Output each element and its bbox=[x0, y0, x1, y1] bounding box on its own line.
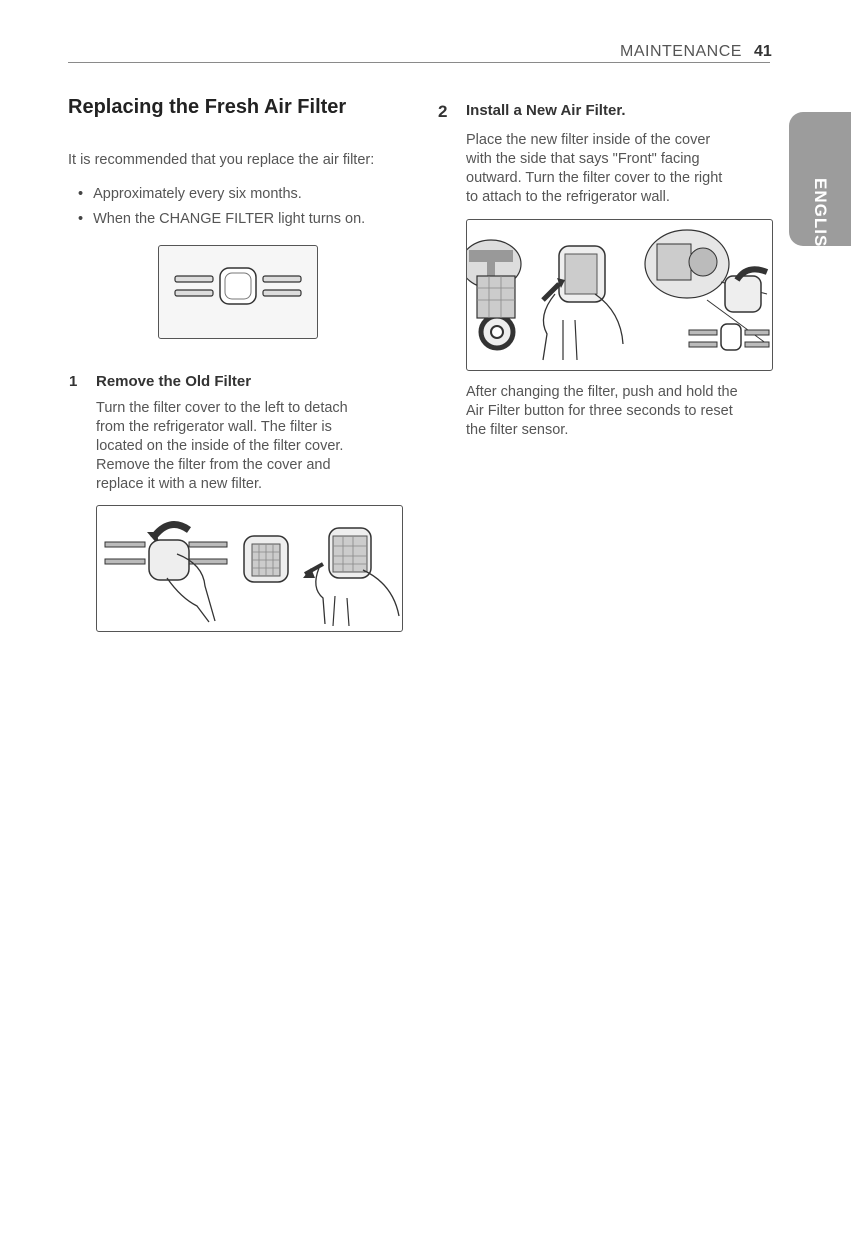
language-tab bbox=[789, 112, 851, 261]
install-filter-illustration bbox=[466, 219, 773, 371]
list-item: • When the CHANGE FILTER light turns on. bbox=[78, 211, 365, 236]
rotate-left-arrow-icon bbox=[153, 525, 189, 538]
remove-filter-illustration bbox=[96, 505, 403, 632]
indicator-bar-icon bbox=[263, 276, 301, 282]
indicator-bar-icon bbox=[175, 290, 213, 296]
control-panel-illustration bbox=[158, 245, 318, 339]
indicator-bar-icon bbox=[175, 276, 213, 282]
indicator-bar-icon bbox=[189, 559, 227, 564]
indicator-bar-icon bbox=[689, 330, 717, 335]
install-filter-drawing bbox=[467, 220, 772, 370]
remove-filter-drawing bbox=[97, 506, 402, 631]
page-title: Replacing the Fresh Air Filter bbox=[68, 96, 347, 118]
indicator-bar-icon bbox=[745, 330, 769, 335]
indicator-bar-icon bbox=[189, 542, 227, 547]
header-section: MAINTENANCE bbox=[620, 43, 742, 60]
after-change-text: After changing the filter, push and hold the Air Filter button for three seconds to reset the filter sensor. bbox=[466, 384, 738, 438]
step-1-title: Remove the Old Filter bbox=[96, 373, 252, 390]
indicator-bar-icon bbox=[263, 290, 301, 296]
list-item: • Approximately every six months. bbox=[78, 186, 365, 211]
hand-icon bbox=[543, 294, 555, 360]
intro-text: It is recommended that you replace the air filter: bbox=[68, 152, 375, 168]
page-number: 41 bbox=[754, 43, 772, 60]
indicator-bar-icon bbox=[745, 342, 769, 347]
filter-cover-icon bbox=[725, 276, 761, 312]
filter-cover-icon bbox=[149, 540, 189, 580]
hand-icon bbox=[316, 568, 325, 624]
bullet-list bbox=[78, 186, 365, 236]
header-divider bbox=[68, 62, 770, 63]
step-1-number: 1 bbox=[69, 373, 78, 390]
language-tab-label: ENGLISH bbox=[811, 178, 830, 261]
indicator-bar-icon bbox=[105, 559, 145, 564]
new-filter-icon bbox=[477, 276, 515, 318]
indicator-bar-icon bbox=[105, 542, 145, 547]
filter-button-icon bbox=[721, 324, 741, 350]
arrow-icon bbox=[543, 284, 559, 300]
step-2-title: Install a New Air Filter. bbox=[466, 102, 626, 119]
control-panel-drawing bbox=[159, 246, 317, 338]
step-1-text: Turn the filter cover to the left to detach from the refrigerator wall. The filter is located on the inside of the filter cover. Remove the filter from the cover and replace it with a new filter. bbox=[96, 400, 348, 492]
indicator-bar-icon bbox=[689, 342, 717, 347]
step-2-number: 2 bbox=[438, 102, 448, 121]
step-2-text: Place the new filter inside of the cover with the side that says "Front" facing outward. Turn the filter cover to the right to attach to the refrigerator wall. bbox=[466, 132, 723, 205]
